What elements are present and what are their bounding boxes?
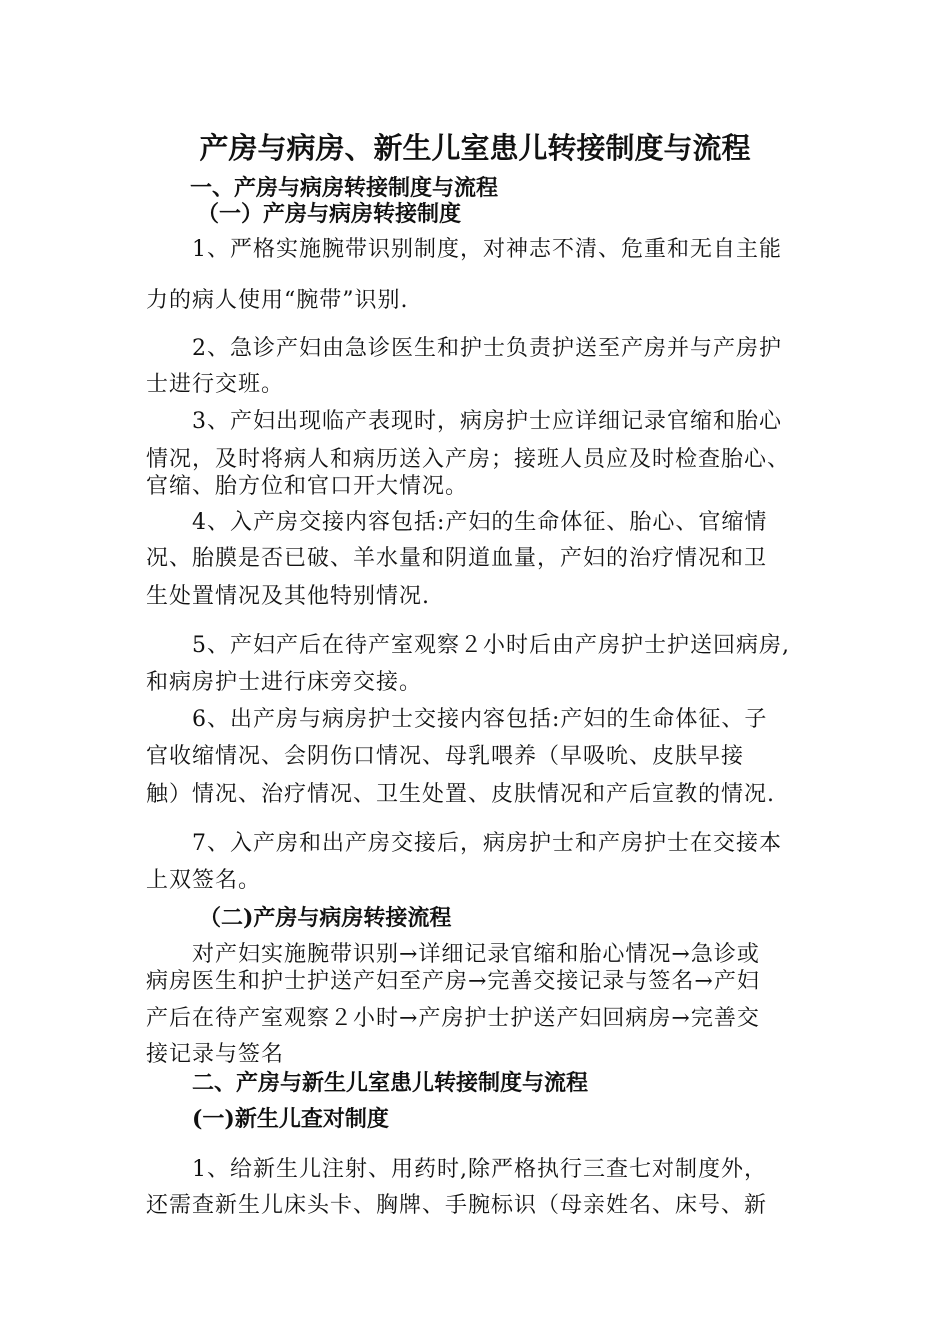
item-2-line-1: 2、急诊产妇由急诊医生和护士负责护送至产房并与产房护 [192, 336, 782, 361]
item-5-line-2: 和病房护士进行床旁交接。 [146, 670, 423, 695]
item-5-line-1: 5、产妇产后在待产室观察２小时后由产房护士护送回病房, [192, 633, 790, 658]
item-6-line-2: 官收缩情况、会阴伤口情况、母乳喂养（早吸吮、皮肤早接 [146, 744, 745, 769]
item-3-line-3: 官缩、胎方位和官口开大情况。 [146, 474, 469, 499]
item-7-line-1: 7、入产房和出产房交接后，病房护士和产房护士在交接本 [192, 831, 782, 856]
item-4-line-1: 4、入产房交接内容包括:产妇的生命体征、胎心、官缩情 [192, 510, 768, 535]
item-1-line-1: 1、严格实施腕带识别制度，对神志不清、危重和无自主能 [192, 237, 782, 262]
item-6-line-3: 触）情况、治疗情况、卫生处置、皮肤情况和产后宣教的情况. [146, 782, 775, 807]
flow-line-4: 接记录与签名 [146, 1042, 285, 1067]
item-1-line-2: 力的病人使用“腕带”识别. [146, 288, 409, 313]
item-3-line-2: 情况，及时将病人和病历送入产房；接班人员应及时检查胎心、 [146, 447, 791, 472]
item-6-line-1: 6、出产房与病房护士交接内容包括:产妇的生命体征、子 [192, 707, 768, 732]
section-1-1-heading: （一）产房与病房转接制度 [197, 201, 462, 227]
s2-item-1-line-2: 还需查新生儿床头卡、胸牌、手腕标识（母亲姓名、床号、新 [146, 1193, 768, 1218]
document-title: 产房与病房、新生儿室患儿转接制度与流程 [199, 131, 751, 165]
s2-item-1-line-1: 1、给新生儿注射、用药时,除严格执行三查七对制度外， [192, 1157, 767, 1182]
item-7-line-2: 上双签名。 [146, 868, 262, 893]
flow-line-1: 对产妇实施腕带识别→详细记录官缩和胎心情况→急诊或 [192, 942, 760, 967]
section-2-1-heading: (一)新生儿查对制度 [192, 1106, 389, 1132]
section-1-2-heading: （二)产房与病房转接流程 [199, 905, 452, 931]
section-1-heading: 一、产房与病房转接制度与流程 [190, 175, 499, 201]
flow-line-3: 产后在待产室观察２小时→产房护士护送产妇回病房→完善交 [146, 1006, 760, 1031]
section-2-heading: 二、产房与新生儿室患儿转接制度与流程 [192, 1070, 589, 1096]
item-3-line-1: 3、产妇出现临产表现时，病房护士应详细记录官缩和胎心 [192, 409, 782, 434]
item-4-line-3: 生处置情况及其他特别情况. [146, 584, 430, 609]
item-4-line-2: 况、胎膜是否已破、羊水量和阴道血量，产妇的治疗情况和卫 [146, 546, 768, 571]
item-2-line-2: 士进行交班。 [146, 372, 285, 397]
flow-line-2: 病房医生和护士护送产妇至产房→完善交接记录与签名→产妇 [146, 969, 760, 994]
